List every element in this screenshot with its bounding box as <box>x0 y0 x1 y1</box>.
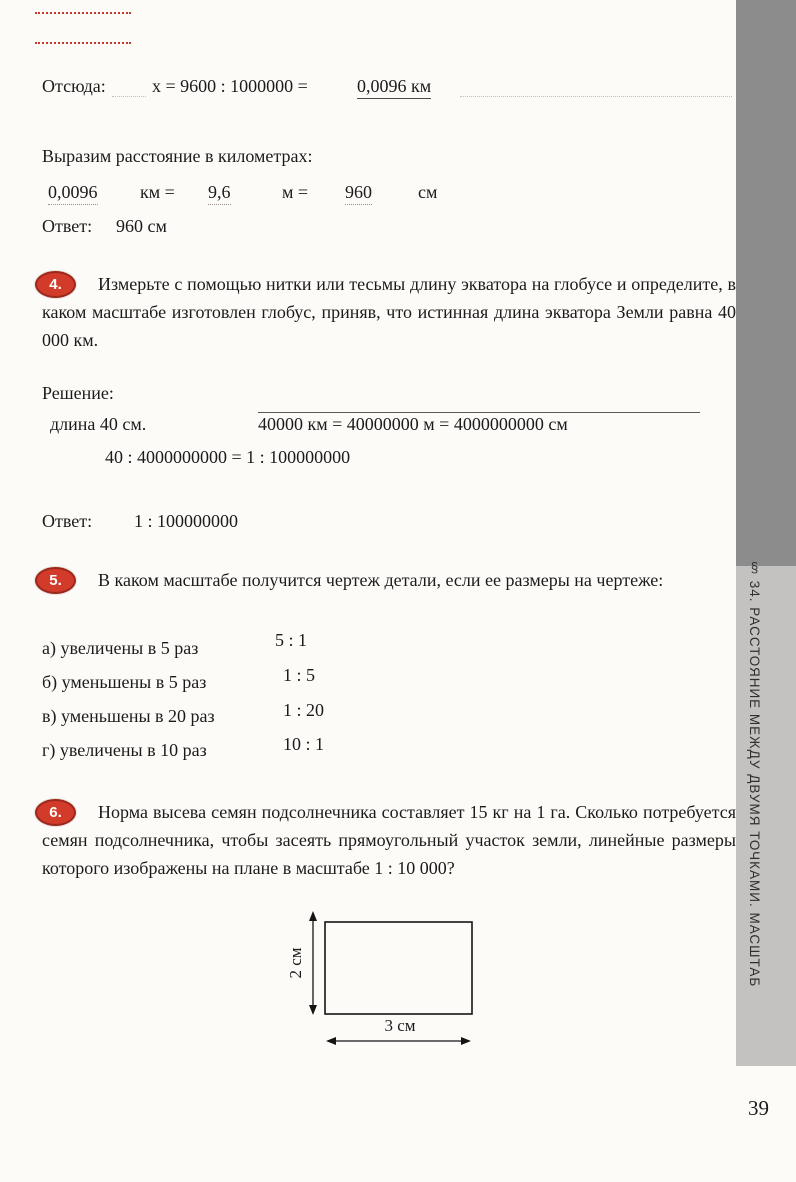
express-line: Выразим расстояние в километрах: <box>42 146 313 166</box>
conv-value-km: 0,0096 <box>48 182 98 205</box>
problem6-statement: Норма высева семян подсолнечника составляет 15 кг на 1 га. Сколько потребуется семян подсолнечника, чтобы засеять прямоугольный участок земли, линейные размеры которого изображены на плане в масштабе 1 : 10 000? <box>42 802 736 878</box>
ruled-dotted-line <box>35 42 131 44</box>
item-v-label: в) уменьшены в 20 раз <box>42 706 215 726</box>
arrowhead-left <box>326 1037 336 1045</box>
chapter-title-vertical: § 34. РАССТОЯНИЕ МЕЖДУ ДВУМЯ ТОЧКАМИ. МАСШТАБ <box>747 560 762 988</box>
conv-unit-km: км = <box>140 182 175 202</box>
solution-label: Решение: <box>42 383 114 403</box>
equation-pre: х = 9600 : 1000000 = <box>152 76 308 96</box>
problem6-number: 6. <box>49 804 62 821</box>
work-right: 40000 км = 40000000 м = 4000000000 см <box>258 414 568 434</box>
margin-band-light <box>736 566 796 1066</box>
problem4-number: 4. <box>49 276 62 293</box>
answer-label: Ответ: <box>42 216 93 236</box>
item-g-label: г) увеличены в 10 раз <box>42 740 207 760</box>
equation-result: 0,0096 км <box>357 76 431 99</box>
problem5-number: 5. <box>49 572 62 589</box>
diagram-height-label: 2 см <box>286 947 305 979</box>
answer-label: Ответ: <box>42 511 93 531</box>
ruled-dotted-line <box>35 12 131 14</box>
page-number: 39 <box>748 1096 769 1120</box>
work-line2: 40 : 4000000000 = 1 : 100000000 <box>105 447 351 467</box>
item-v-answer: 1 : 20 <box>283 700 325 720</box>
answer-value: 1 : 100000000 <box>134 511 239 531</box>
work-left: длина 40 см. <box>50 414 147 434</box>
problem4-statement: Измерьте с помощью нитки или тесьмы длину экватора на глобусе и определите, в каком масштабе изготовлен глобус, приняв, что истинная длина экватора Земли равна 40 000 км. <box>42 274 736 350</box>
plot-rectangle <box>325 922 472 1014</box>
arrowhead-down <box>309 1005 317 1015</box>
conv-value-m: 9,6 <box>208 182 231 205</box>
item-g-answer: 10 : 1 <box>283 734 325 754</box>
item-b-label: б) уменьшены в 5 раз <box>42 672 207 692</box>
conv-value-cm: 960 <box>345 182 372 205</box>
conv-unit-m: м = <box>282 182 309 202</box>
blank-dots <box>112 96 146 97</box>
diagram-width-label: 3 см <box>384 1016 416 1035</box>
problem5-statement: В каком масштабе получится чертеж детали, если ее размеры на чертеже: <box>98 570 664 590</box>
answer-value: 960 см <box>116 216 167 236</box>
arrowhead-up <box>309 911 317 921</box>
trailing-dots <box>460 96 732 97</box>
item-a-label: а) увеличены в 5 раз <box>42 638 199 658</box>
arrowhead-right <box>461 1037 471 1045</box>
conv-unit-cm: см <box>418 182 438 202</box>
item-a-answer: 5 : 1 <box>275 630 308 650</box>
item-b-answer: 1 : 5 <box>283 665 316 685</box>
from-label: Отсюда: <box>42 76 106 96</box>
margin-band-dark <box>736 0 796 566</box>
writing-blank-line <box>258 412 700 413</box>
